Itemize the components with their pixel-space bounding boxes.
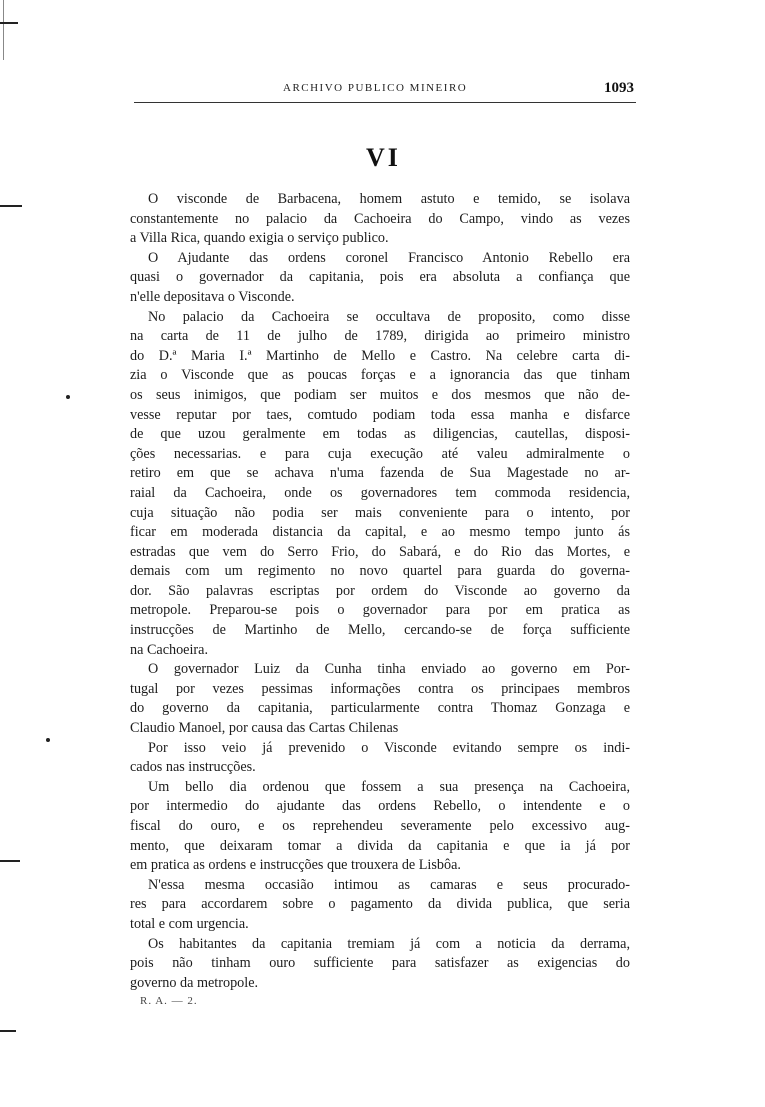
page-number: 1093 xyxy=(604,80,634,96)
text-line: Os habitantes da capitania tremiam já com a noticia da derrama, xyxy=(148,935,630,952)
text-line: mento, que deixaram tomar a divida da capitania e que ia já por xyxy=(130,837,630,854)
text-line: Por isso veio já prevenido o Visconde evitando sempre os indi- xyxy=(148,739,630,756)
binding-mark xyxy=(0,205,22,207)
text-line: de que uzou geralmente em todas as diligencias, cautellas, disposi- xyxy=(130,426,630,443)
text-line: demais com um regimento no novo quartel para guarda do governa- xyxy=(130,563,630,580)
binding-mark xyxy=(0,860,20,862)
text-line: metropole. Preparou-se pois o governador para por em pratica as xyxy=(130,602,630,619)
text-line: na Cachoeira. xyxy=(130,641,208,658)
chapter-heading: VI xyxy=(366,143,401,172)
text-line: fiscal do ouro, e os reprehendeu severamente pelo excessivo aug- xyxy=(130,818,630,834)
text-line: N'essa mesma occasião intimou as camaras e seus procurado- xyxy=(148,876,630,893)
header-rule xyxy=(134,102,636,103)
text-line: pois não tinham ouro sufficiente para satisfazer as exigencias do xyxy=(130,955,630,972)
text-line: quasi o governador da capitania, pois era absoluta a confiança que xyxy=(130,269,630,286)
text-line: ções necessarias. e para cuja execução até valeu admiralmente o xyxy=(130,445,630,462)
text-line: O governador Luiz da Cunha tinha enviado ao governo em Por- xyxy=(148,661,630,678)
text-line: n'elle depositava o Visconde. xyxy=(130,288,295,305)
text-line: a Villa Rica, quando exigia o serviço publico. xyxy=(130,230,389,247)
text-line: vesse reputar por taes, comtudo podiam toda essa manha e disfarce xyxy=(130,406,630,423)
speck-mark xyxy=(46,738,50,742)
binding-mark xyxy=(0,1030,16,1032)
text-line: em pratica as ordens e instrucções que trouxera de Lisbôa. xyxy=(130,857,461,874)
text-line: do governo da capitania, particularmente contra Thomaz Gonzaga e xyxy=(130,700,630,717)
text-line: dor. São palavras escriptas por ordem do Visconde ao governo da xyxy=(130,582,630,599)
text-line: constantemente no palacio da Cachoeira do Campo, vindo as vezes xyxy=(130,210,630,227)
text-line: res para accordarem sobre o pagamento da divida publica, que seria xyxy=(130,896,630,913)
text-line: tugal por vezes pessimas informações contra os principaes membros xyxy=(130,680,630,697)
text-line: governo da metropole. xyxy=(130,974,259,991)
text-line: cados nas instrucções. xyxy=(130,759,256,776)
body-text xyxy=(130,190,630,993)
speck-mark xyxy=(66,395,70,399)
text-line: Um bello dia ordenou que fossem a sua presença na Cachoeira, xyxy=(148,778,630,795)
text-line: O Ajudante das ordens coronel Francisco Antonio Rebello era xyxy=(148,249,630,266)
text-line: raial da Cachoeira, onde os governadores tem commoda residencia, xyxy=(130,484,630,501)
text-line: No palacio da Cachoeira se occultava de proposito, como disse xyxy=(148,308,630,325)
text-line: estradas que vem do Serro Frio, do Sabará, e do Rio das Mortes, e xyxy=(130,543,630,560)
text-line: zia o Visconde que as poucas forças e a ignorancia das que tinham xyxy=(130,367,630,384)
text-line: retiro em que se achava n'uma fazenda de Sua Magestade no ar- xyxy=(130,465,630,482)
running-title: ARCHIVO PUBLICO MINEIRO xyxy=(283,82,468,94)
binding-mark xyxy=(0,22,18,24)
signature-mark: R. A. — 2. xyxy=(140,995,198,1007)
text-line: Claudio Manoel, por causa das Cartas Chilenas xyxy=(130,720,399,737)
text-line: por intermedio do ajudante das ordens Rebello, o intendente e o xyxy=(130,798,630,815)
text-line: os seus inimigos, que podiam ser muitos e dos mesmos que não de- xyxy=(130,386,630,403)
text-line: O visconde de Barbacena, homem astuto e temido, se isolava xyxy=(148,191,630,207)
text-line: total e com urgencia. xyxy=(130,915,249,932)
text-line: cuja situação não podia ser mais conveniente para o intento, por xyxy=(130,504,630,521)
binding-edge-line xyxy=(3,0,4,60)
text-line: do D.ª Maria I.ª Martinho de Mello e Castro. Na celebre carta di- xyxy=(130,347,630,364)
text-line: na carta de 11 de julho de 1789, dirigida ao primeiro ministro xyxy=(130,328,630,345)
text-line: ficar em moderada distancia da capital, e ao mesmo tempo junto ás xyxy=(130,524,630,541)
text-line: instrucções de Martinho de Mello, cercando-se de força sufficiente xyxy=(130,622,630,639)
